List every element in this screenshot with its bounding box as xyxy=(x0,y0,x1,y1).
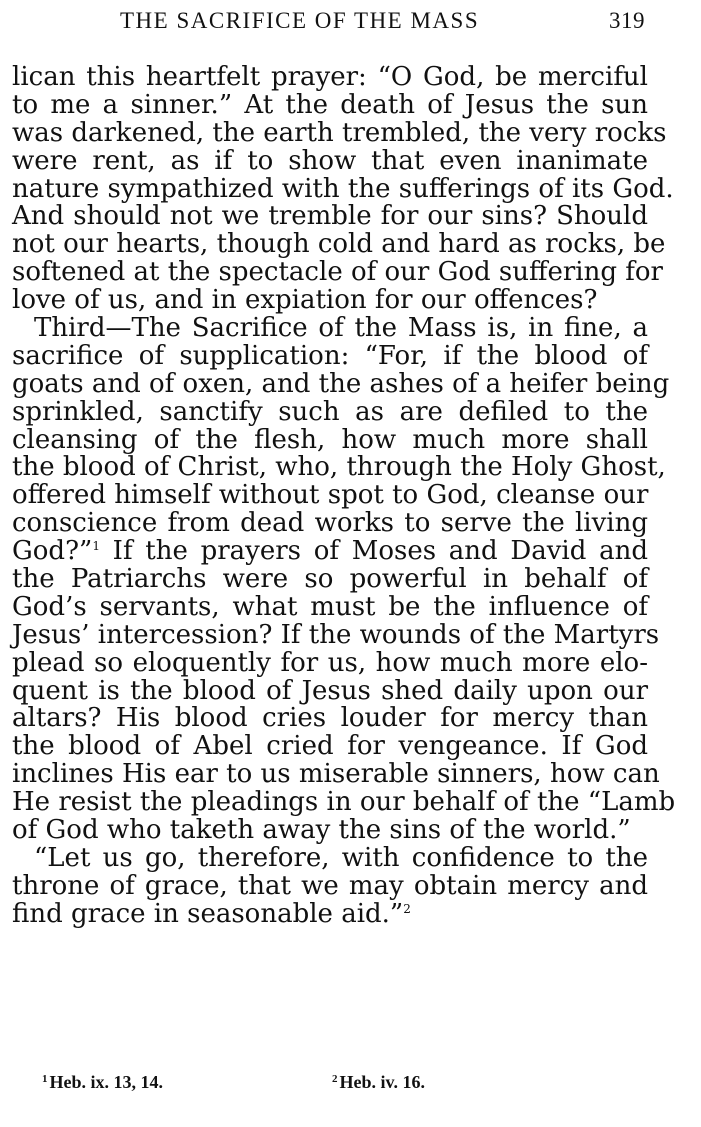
page-number: 319 xyxy=(609,8,645,33)
line-text: find grace in seasonable aid.” xyxy=(12,898,404,929)
footnote-1 xyxy=(42,1072,163,1093)
text-line: nature sympathized with the sufferings of its God. xyxy=(12,173,674,204)
line-text: God?” xyxy=(12,536,93,567)
footnote-mark: 1 xyxy=(42,1073,48,1085)
text-line: goats and of oxen, and the ashes of a heifer being xyxy=(12,368,670,399)
footnote-ref-1: 1 xyxy=(92,539,100,554)
text-line: not our hearts, though cold and hard as rocks, be xyxy=(12,229,666,260)
text-line: the Patriarchs were so powerful in behalf of xyxy=(12,564,648,595)
text-line: the blood of Christ, who, through the Holy Ghost, xyxy=(12,452,666,483)
running-head xyxy=(120,8,645,40)
text-line: love of us, and in expiation for our offences? xyxy=(12,285,598,316)
footnote-text: Heb. iv. 16. xyxy=(339,1072,426,1092)
text-line: inclines His ear to us miserable sinners, how can xyxy=(12,759,660,790)
text-line: conscience from dead works to serve the living xyxy=(12,508,648,539)
text-line: of God who taketh away the sins of the world.” xyxy=(12,815,631,846)
footnote-text: Heb. ix. 13, 14. xyxy=(49,1072,164,1092)
text-line: God’s servants, what must be the influence of xyxy=(12,591,648,622)
text-line: plead so eloquently for us, how much more elo- xyxy=(12,647,648,678)
text-line: cleansing of the flesh, how much more shall xyxy=(12,424,648,455)
footnote-2 xyxy=(332,1072,425,1093)
text-line: quent is the blood of Jesus shed daily upon our xyxy=(12,675,648,706)
text-line: softened at the spectacle of our God suffering for xyxy=(12,257,663,288)
text-line: altars? His blood cries louder for mercy than xyxy=(12,703,648,734)
text-line: to me a sinner.” At the death of Jesus the sun xyxy=(12,89,648,120)
running-title: THE SACRIFICE OF THE MASS xyxy=(120,8,480,33)
text-line: And should not we tremble for our sins? Should xyxy=(12,201,648,232)
text-line: Jesus’ intercession? If the wounds of the Martyrs xyxy=(12,619,660,650)
footnote-ref-2: 2 xyxy=(403,901,411,916)
text-line: were rent, as if to show that even inanimate xyxy=(12,145,648,176)
text-line: offered himself without spot to God, cleanse our xyxy=(12,480,649,511)
text-line: sprinkled, sanctify such as are defiled to the xyxy=(12,396,648,427)
text-line-with-footnote-ref xyxy=(12,898,648,929)
footnotes xyxy=(42,1072,602,1098)
text-line: was darkened, the earth trembled, the very rocks xyxy=(12,117,667,148)
text-line: throne of grace, that we may obtain mercy and xyxy=(12,870,648,901)
paragraph-start-line: Third—The Sacrifice of the Mass is, in fine, a xyxy=(34,313,648,344)
line-text-rest: If the prayers of Moses and David and xyxy=(99,536,648,567)
footnote-mark: 2 xyxy=(332,1073,338,1085)
paragraph-start-line: “Let us go, therefore, with confidence to the xyxy=(34,842,648,873)
body-text xyxy=(12,62,676,929)
text-line: lican this heartfelt prayer: “O God, be merciful xyxy=(12,62,648,92)
text-line: He resist the pleadings in our behalf of the “Lamb xyxy=(12,787,676,818)
text-line-with-footnote-ref xyxy=(12,538,648,566)
text-line: the blood of Abel cried for vengeance. If God xyxy=(12,731,648,762)
text-line: sacrifice of supplication: “For, if the blood of xyxy=(12,340,648,371)
